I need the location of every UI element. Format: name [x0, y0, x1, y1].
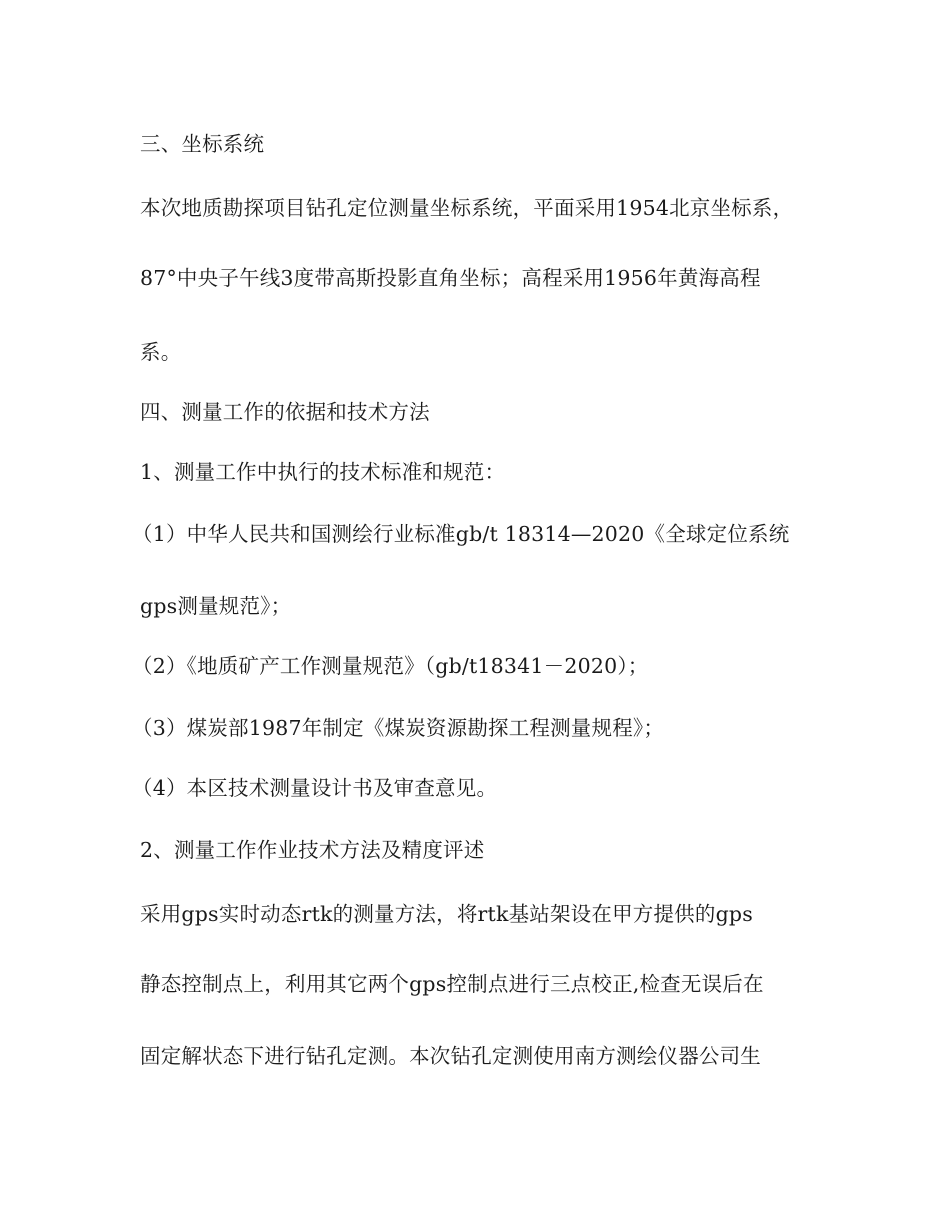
paragraph-line: 本次地质勘探项目钻孔定位测量坐标系统，平面采用1954北京坐标系，	[140, 196, 794, 220]
paragraph-line: 采用gps实时动态rtk的测量方法，将rtk基站架设在甲方提供的gps	[140, 902, 753, 926]
list-item-standard-2: （2）《地质矿产工作测量规范》（gb/t18341－2020）；	[132, 654, 649, 678]
section-heading-measurement-basis: 四、测量工作的依据和技术方法	[140, 400, 430, 424]
subsection-heading-methods: 2、测量工作作业技术方法及精度评述	[140, 838, 485, 862]
subsection-heading-standards: 1、测量工作中执行的技术标准和规范：	[140, 460, 506, 484]
paragraph-line: 系。	[140, 340, 182, 364]
list-item-standard-1-cont: gps测量规范》；	[140, 594, 292, 618]
section-heading-coordinate-system: 三、坐标系统	[140, 132, 265, 156]
paragraph-line: 固定解状态下进行钻孔定测。本次钻孔定测使用南方测绘仪器公司生	[140, 1044, 761, 1068]
list-item-standard-4: （4）本区技术测量设计书及审查意见。	[132, 776, 498, 800]
paragraph-line: 静态控制点上，利用其它两个gps控制点进行三点校正,检查无误后在	[140, 972, 764, 996]
list-item-standard-1: （1）中华人民共和国测绘行业标准gb/t 18314—2020《全球定位系统	[132, 522, 790, 546]
list-item-standard-3: （3）煤炭部1987年制定《煤炭资源勘探工程测量规程》；	[132, 716, 665, 740]
paragraph-line: 87°中央子午线3度带高斯投影直角坐标；高程采用1956年黄海高程	[140, 266, 761, 290]
